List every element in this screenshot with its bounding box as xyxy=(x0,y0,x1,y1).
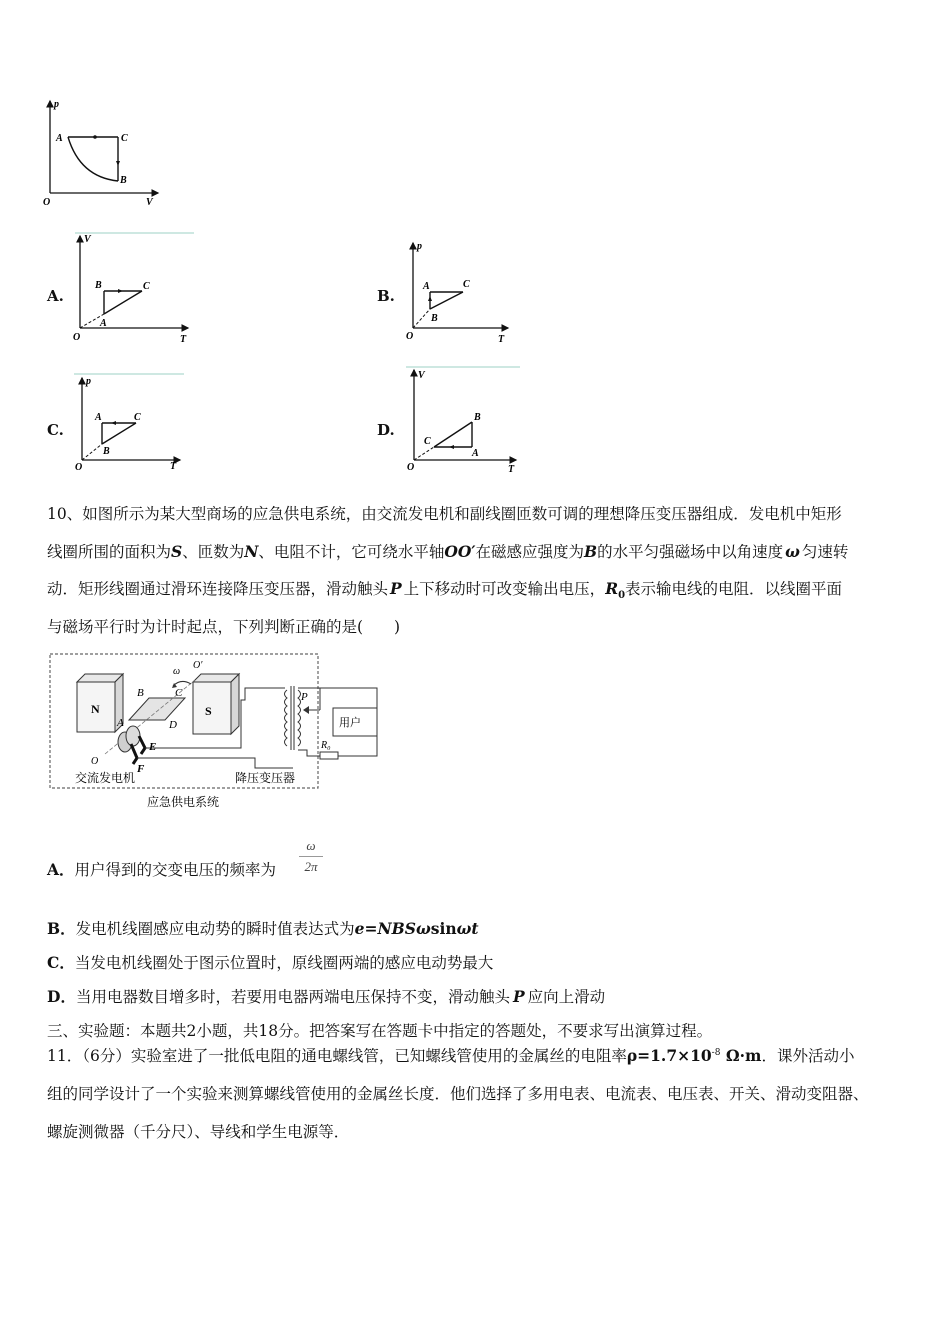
axis-label-V: V xyxy=(418,370,425,381)
q10-option-d: D．当用电器数目增多时，若要用电器两端电压保持不变，滑动触头 P 应向上滑动 xyxy=(47,987,606,1006)
axis-label-p: p xyxy=(417,241,422,252)
axis-label-V: V xyxy=(146,197,153,208)
option-b-letter: B. xyxy=(377,287,395,305)
point-A: A xyxy=(95,412,102,423)
coil-label-B: B xyxy=(137,687,144,699)
resistor-label-R0: R₀ xyxy=(321,740,331,751)
q10-option-b: B．发电机线圈感应电动势的瞬时值表达式为e=NBSωsinωt xyxy=(47,919,479,938)
axis-label-O: O xyxy=(91,756,99,767)
coil-label-C: C xyxy=(175,687,183,699)
option-c-letter: C. xyxy=(47,421,64,439)
option-a-letter: A. xyxy=(47,287,64,305)
axis-label-O-prime: O′ xyxy=(193,660,203,671)
q11-line-3: 螺旋测微器（千分尺）、导线和学生电源等． xyxy=(47,1123,350,1141)
user-label: 用户 xyxy=(339,717,361,729)
emergency-power-circuit-diagram xyxy=(45,650,361,815)
q10-line-3: 动．矩形线圈通过滑环连接降压变压器，滑动触头 P 上下移动时可改变输出电压，$R_0$表示输电线的电阻．以线圈平面 xyxy=(47,579,843,602)
q10-line-1: 10、如图所示为某大型商场的应急供电系统，由交流发电机和副线圈匝数可调的理想降压变压器组成．发电机中矩形 xyxy=(47,505,842,523)
point-B: B xyxy=(474,412,481,423)
magnet-N: N xyxy=(91,702,100,716)
slider-label-P: P xyxy=(301,691,308,703)
point-C: C xyxy=(143,281,150,292)
q11-line-2: 组的同学设计了一个实验来测算螺线管使用的金属丝长度．他们选择了多用电表、电流表、电压表、开关、滑动变阻器、 xyxy=(47,1085,869,1103)
frequency-fraction xyxy=(299,838,323,875)
axis-label-T: T xyxy=(180,334,187,345)
point-A: A xyxy=(423,281,430,292)
q10-option-c: C．当发电机线圈处于图示位置时，原线圈两端的感应电动势最大 xyxy=(47,953,494,972)
option-a-graph xyxy=(70,230,200,345)
origin-O: O xyxy=(75,462,83,473)
point-A: A xyxy=(100,318,107,329)
magnet-S: S xyxy=(205,704,212,718)
coil-label-D: D xyxy=(169,719,177,731)
omega-label: ω xyxy=(173,666,181,677)
point-C: C xyxy=(463,279,470,290)
origin-O: O xyxy=(407,462,415,473)
point-B: B xyxy=(120,175,127,186)
axis-label-p: p xyxy=(86,376,91,387)
coil-label-A: A xyxy=(117,717,124,729)
q11-line-1: 11．（6分）实验室进了一批低电阻的通电螺线管，已知螺线管使用的金属丝的电阻率$\rho=1.7\times 10^{-8}$ Ω·m．课外活动小 xyxy=(47,1046,855,1065)
top-pv-graph xyxy=(40,95,170,210)
axis-label-p: p xyxy=(54,99,59,110)
transformer-label: 降压变压器 xyxy=(235,771,296,785)
point-C: C xyxy=(121,133,128,144)
q10-line-2: 线圈所围的面积为S、匝数为N、电阻不计，它可绕水平轴OO′在磁感应强度为B的水平匀强磁场中以角速度 ω 匀速转 xyxy=(47,542,849,561)
origin-O: O xyxy=(43,197,51,208)
q10-option-a: A．用户得到的交变电压的频率为 xyxy=(47,860,277,879)
axis-label-T: T xyxy=(508,464,515,475)
axis-label-T: T xyxy=(170,461,177,472)
axis-label-T: T xyxy=(498,334,505,345)
option-d-letter: D. xyxy=(377,421,395,439)
axis-label-V: V xyxy=(84,234,91,245)
option-d-graph xyxy=(402,364,527,476)
generator-label: 交流发电机 xyxy=(75,771,136,785)
section-3-heading: 三、实验题：本题共2小题，共18分。把答案写在答题卡中指定的答题处，不要求写出演算过程。 xyxy=(47,1022,713,1040)
point-A: A xyxy=(56,133,63,144)
point-C: C xyxy=(424,436,431,447)
origin-O: O xyxy=(73,332,81,343)
point-C: C xyxy=(134,412,141,423)
option-c-graph xyxy=(70,372,190,472)
brush-label-F: F xyxy=(137,763,145,775)
point-B: B xyxy=(103,446,110,457)
diagram-caption: 应急供电系统 xyxy=(147,795,220,809)
origin-O: O xyxy=(406,331,414,342)
point-B: B xyxy=(95,280,102,291)
q10-line-4: 与磁场平行时为计时起点，下列判断正确的是( ) xyxy=(47,618,401,636)
option-b-graph xyxy=(403,237,518,345)
fraction-numerator: ω xyxy=(306,838,316,853)
point-A: A xyxy=(472,448,479,459)
point-B: B xyxy=(431,313,438,324)
fraction-denominator: 2π xyxy=(299,856,323,875)
brush-label-E: E xyxy=(149,741,157,753)
